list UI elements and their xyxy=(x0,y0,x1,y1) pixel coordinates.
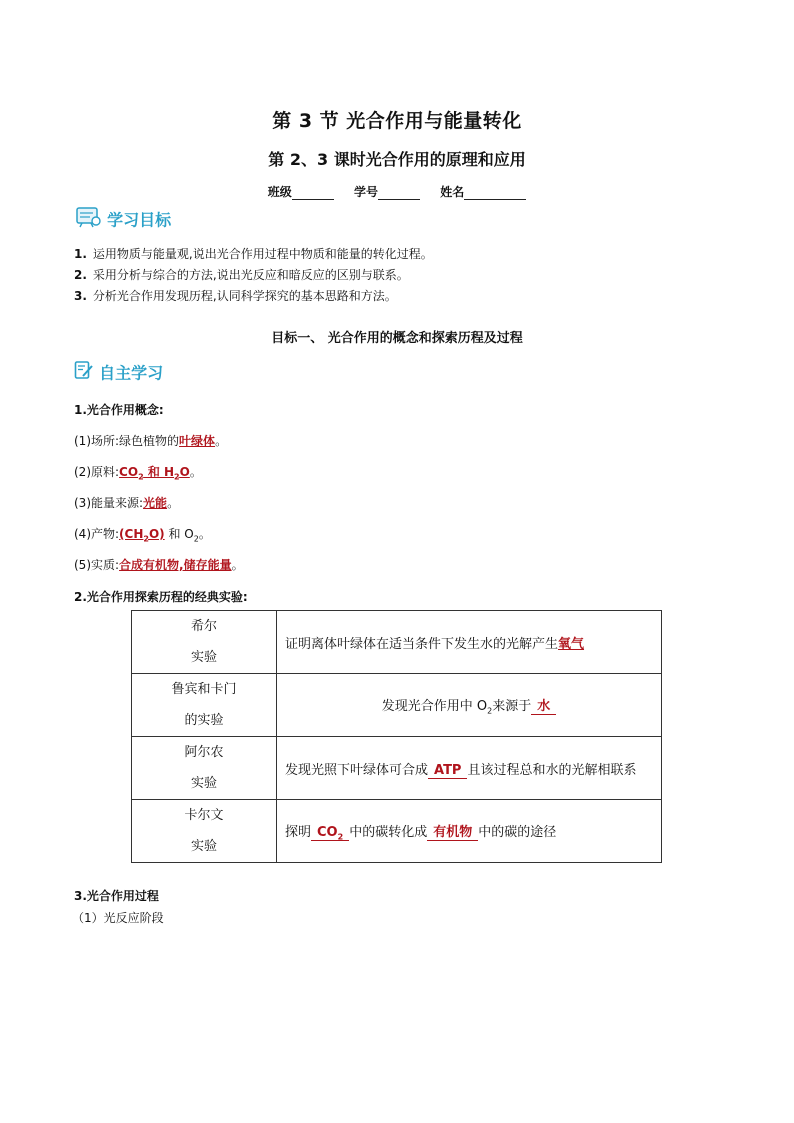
experiment-name: 鲁宾和卡门 的实验 xyxy=(132,674,277,737)
page-subtitle: 第 2、3 课时光合作用的原理和应用 xyxy=(268,150,526,169)
answer-text: 氧气 xyxy=(558,636,585,652)
q1-item-essence: (5)实质:合成有机物,储存能量。 xyxy=(74,558,244,572)
answer-text: 水 xyxy=(531,699,556,715)
id-label: 学号 xyxy=(353,185,378,199)
goal-one-heading: 目标一、 光合作用的概念和探索历程及过程 xyxy=(271,331,523,346)
experiment-table xyxy=(131,610,662,863)
table-row xyxy=(132,800,662,863)
table-row xyxy=(132,611,662,674)
class-field[interactable] xyxy=(292,187,334,200)
table-row xyxy=(132,737,662,800)
q1-item-location: (1)场所:绿色植物的叶绿体。 xyxy=(74,434,228,448)
id-field[interactable] xyxy=(378,187,420,200)
q1-title: 1.光合作用概念: xyxy=(74,403,164,417)
experiment-desc: 发现光照下叶绿体可合成 ATP 且该过程总和水的光解相联系 xyxy=(277,737,662,800)
experiment-name: 希尔 实验 xyxy=(132,611,277,674)
goal-item: 1. 运用物质与能量观,说出光合作用过程中物质和能量的转化过程。 xyxy=(74,247,433,261)
answer-text: 合成有机物,储存能量 xyxy=(119,558,232,572)
answer-text: 有机物 xyxy=(427,825,478,841)
q2-title: 2.光合作用探索历程的经典实验: xyxy=(74,590,248,604)
answer-text: ATP xyxy=(428,763,467,779)
name-label: 姓名 xyxy=(440,185,465,199)
goal-item: 2. 采用分析与综合的方法,说出光反应和暗反应的区别与联系。 xyxy=(74,268,409,282)
learning-goals-header xyxy=(76,206,171,232)
table-row xyxy=(132,674,662,737)
self-study-heading: 自主学习 xyxy=(99,363,164,383)
experiment-desc: 探明 $CO_2$ 中的碳转化成 有机物 中的碳的途径 xyxy=(277,800,662,863)
study-goal-icon xyxy=(76,206,102,232)
answer-text: $CO_2$ 和 $H_2O$ xyxy=(119,465,190,482)
notebook-pen-icon xyxy=(74,360,94,384)
experiment-name: 卡尔文 实验 xyxy=(132,800,277,863)
q1-item-materials: (2)原料$:CO_2$ 和 $H_2O$。 xyxy=(74,465,202,482)
q3-title: 3.光合作用过程 xyxy=(74,889,159,903)
goal-item: 3. 分析光合作用发现历程,认同科学探究的基本思路和方法。 xyxy=(74,289,397,303)
class-label: 班级 xyxy=(267,185,292,199)
experiment-desc: 证明离体叶绿体在适当条件下发生水的光解产生氧气 xyxy=(277,611,662,674)
answer-text: $CO_2$ xyxy=(311,825,349,841)
page-title: 第 3 节 光合作用与能量转化 xyxy=(272,110,522,132)
q1-item-products: (4)产物$:(CH_2O)$ 和 $O_2$。 xyxy=(74,527,211,544)
answer-text: 叶绿体 xyxy=(179,434,216,448)
name-field[interactable] xyxy=(464,187,526,200)
student-info-line xyxy=(0,183,794,200)
learning-goals-heading: 学习目标 xyxy=(107,210,172,230)
answer-text: $(CH_2O)$ xyxy=(119,527,165,544)
q1-item-energy: (3)能量来源:光能。 xyxy=(74,496,180,510)
answer-text: 光能 xyxy=(143,496,168,510)
self-study-header xyxy=(74,360,163,384)
q3-subtitle: （1）光反应阶段 xyxy=(72,911,164,925)
experiment-name: 阿尔农 实验 xyxy=(132,737,277,800)
experiment-desc: 发现光合作用中 $O_2$来源于 水 xyxy=(277,674,662,737)
